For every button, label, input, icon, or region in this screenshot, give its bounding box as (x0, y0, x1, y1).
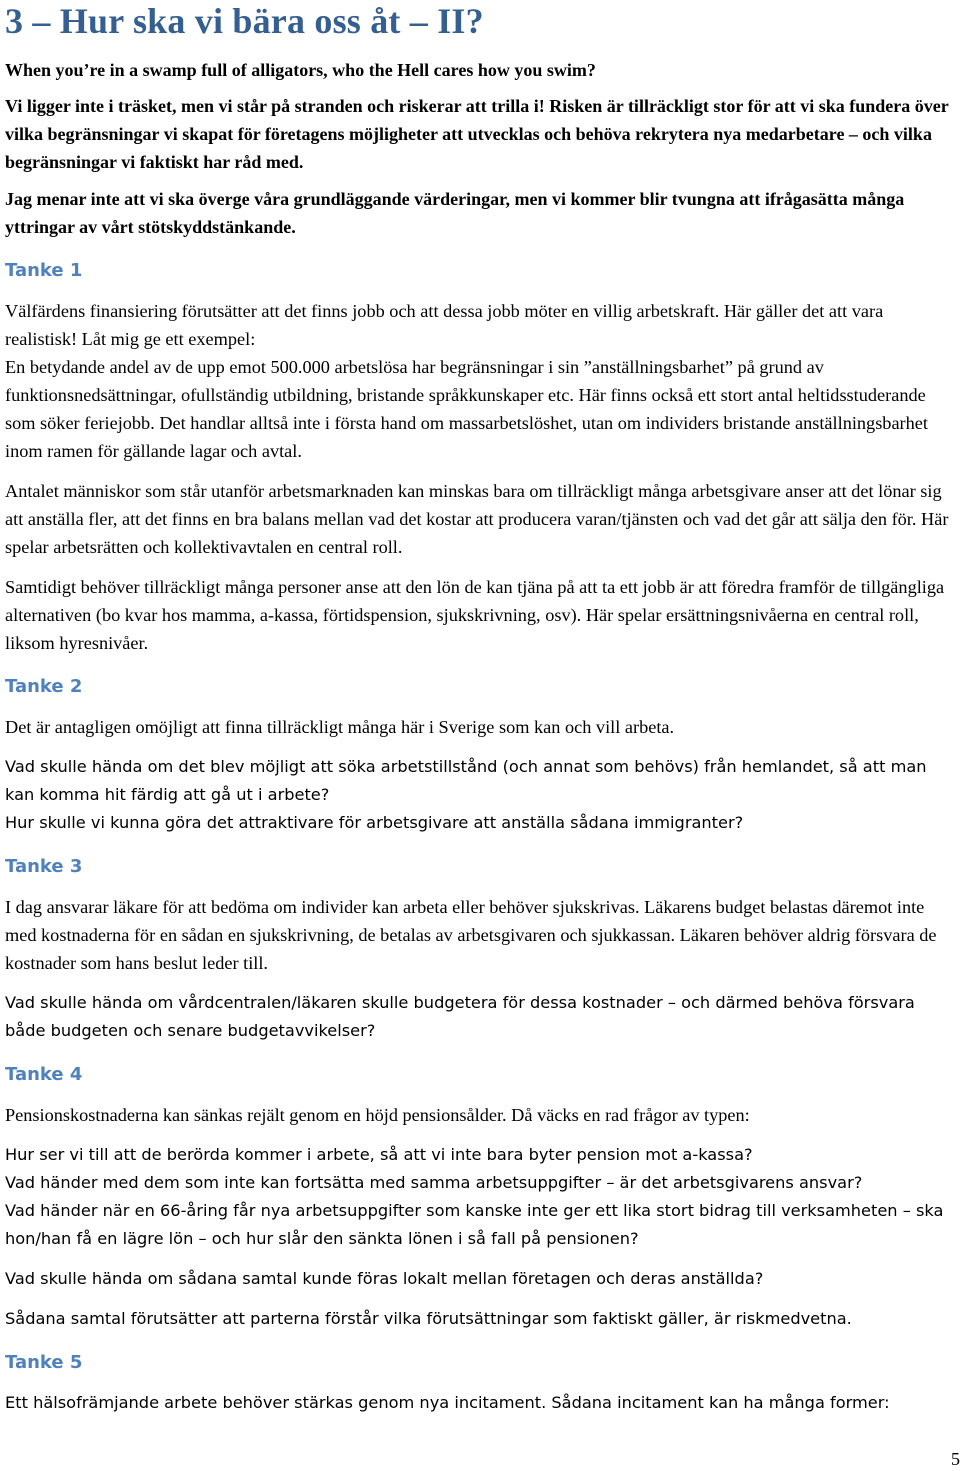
lead-paragraph: Jag menar inte att vi ska överge våra grundläggande värderingar, men vi kommer blir tvungna att ifrågasätta många yttringar av vårt stötskyddstänkande. (5, 189, 905, 237)
body-paragraph: Hur skulle vi kunna göra det attraktivare för arbetsgivare att anställa sådana immigranter? (5, 813, 744, 832)
body-paragraph: Ett hälsofrämjande arbete behöver stärkas genom nya incitament. Sådana incitament kan ha många former: (5, 1393, 890, 1412)
body-paragraph: Antalet människor som står utanför arbetsmarknaden kan minskas bara om tillräckligt många arbetsgivare anser att det lönar sig att anställa fler, att det finns en bra balans mellan vad det kostar att producera varan/tjänsten och vad det går att sälja den för. Här spelar arbetsrätten och kollektivavtalen en central roll. (5, 481, 949, 557)
body-paragraph: Samtidigt behöver tillräckligt många personer anse att den lön de kan tjäna på att ta ett jobb är att föredra framför de tillgängliga alternativen (bo kvar hos mamma, a-kassa, förtidspension, sjukskrivning, osv). Här spelar ersättningsnivåerna en central roll, liksom hyresnivåer. (5, 577, 945, 653)
body-paragraph: Vad skulle hända om vårdcentralen/läkaren skulle budgetera för dessa kostnader – och därmed behöva försvara både budgeten och senare budgetavvikelser? (5, 993, 915, 1040)
body-paragraph: I dag ansvarar läkare för att bedöma om individer kan arbeta eller behöver sjukskrivas. Läkarens budget belastas däremot inte med kostnaderna för en sådan en sjukskrivning, de betalas av arbetsgivaren och sjukkassan. Läkaren behöver aldrig försvara de kostnader som hans beslut leder till. (5, 897, 937, 973)
section-heading-tanke-1: Tanke 1 (5, 260, 83, 281)
body-paragraph: Välfärdens finansiering förutsätter att det finns jobb och att dessa jobb möter en villig arbetskraft. Här gäller det att vara realistisk! Låt mig ge ett exempel: (5, 301, 884, 349)
section-heading-tanke-3: Tanke 3 (5, 856, 83, 877)
body-paragraph: Hur ser vi till att de berörda kommer i arbete, så att vi inte bara byter pension mot a-kassa? (5, 1145, 753, 1164)
section-heading-tanke-2: Tanke 2 (5, 676, 83, 697)
body-paragraph: Vad händer med dem som inte kan fortsätta med samma arbetsuppgifter – är det arbetsgivarens ansvar? (5, 1173, 863, 1192)
lead-paragraph: Vi ligger inte i träsket, men vi står på stranden och riskerar att trilla i! Risken är tillräckligt stor för att vi ska fundera över vilka begränsningar vi skapat för företagens möjligheter att utvecklas och behöva rekrytera nya medarbetare – och vilka begränsningar vi faktiskt har råd med. (5, 96, 949, 172)
lead-quote: When you’re in a swamp full of alligators, who the Hell cares how you swim? (5, 60, 596, 80)
page-number: 5 (951, 1449, 960, 1469)
document-page (5, 0, 957, 1417)
body-paragraph: Pensionskostnaderna kan sänkas rejält genom en höjd pensionsålder. Då väcks en rad frågor av typen: (5, 1105, 750, 1125)
body-paragraph: Vad skulle hända om det blev möjligt att söka arbetstillstånd (och annat som behövs) från hemlandet, så att man kan komma hit färdig att gå ut i arbete? (5, 757, 927, 804)
body-paragraph: Vad händer när en 66-åring får nya arbetsuppgifter som kanske inte ger ett lika stort bidrag till verksamheten – ska hon/han få en lägre lön – och hur slår den sänkta lönen i så fall på pensionen? (5, 1201, 944, 1248)
body-paragraph: Det är antagligen omöjligt att finna tillräckligt många här i Sverige som kan och vill arbeta. (5, 717, 675, 737)
body-paragraph: Vad skulle hända om sådana samtal kunde föras lokalt mellan företagen och deras anställda? (5, 1269, 764, 1288)
page-title: 3 – Hur ska vi bära oss åt – II? (5, 1, 484, 41)
section-heading-tanke-4: Tanke 4 (5, 1064, 83, 1085)
section-heading-tanke-5: Tanke 5 (5, 1352, 83, 1373)
body-paragraph: En betydande andel av de upp emot 500.000 arbetslösa har begränsningar i sin ”anställningsbarhet” på grund av funktionsnedsättningar, ofullständig utbildning, bristande språkkunskaper etc. Här finns också ett stort antal heltidsstuderande som söker feriejobb. Det handlar alltså inte i första hand om massarbetslöshet, utan om individers bristande anställningsbarhet inom ramen för gällande lagar och avtal. (5, 357, 928, 461)
body-paragraph: Sådana samtal förutsätter att parterna förstår vilka förutsättningar som faktiskt gäller, är riskmedvetna. (5, 1309, 852, 1328)
